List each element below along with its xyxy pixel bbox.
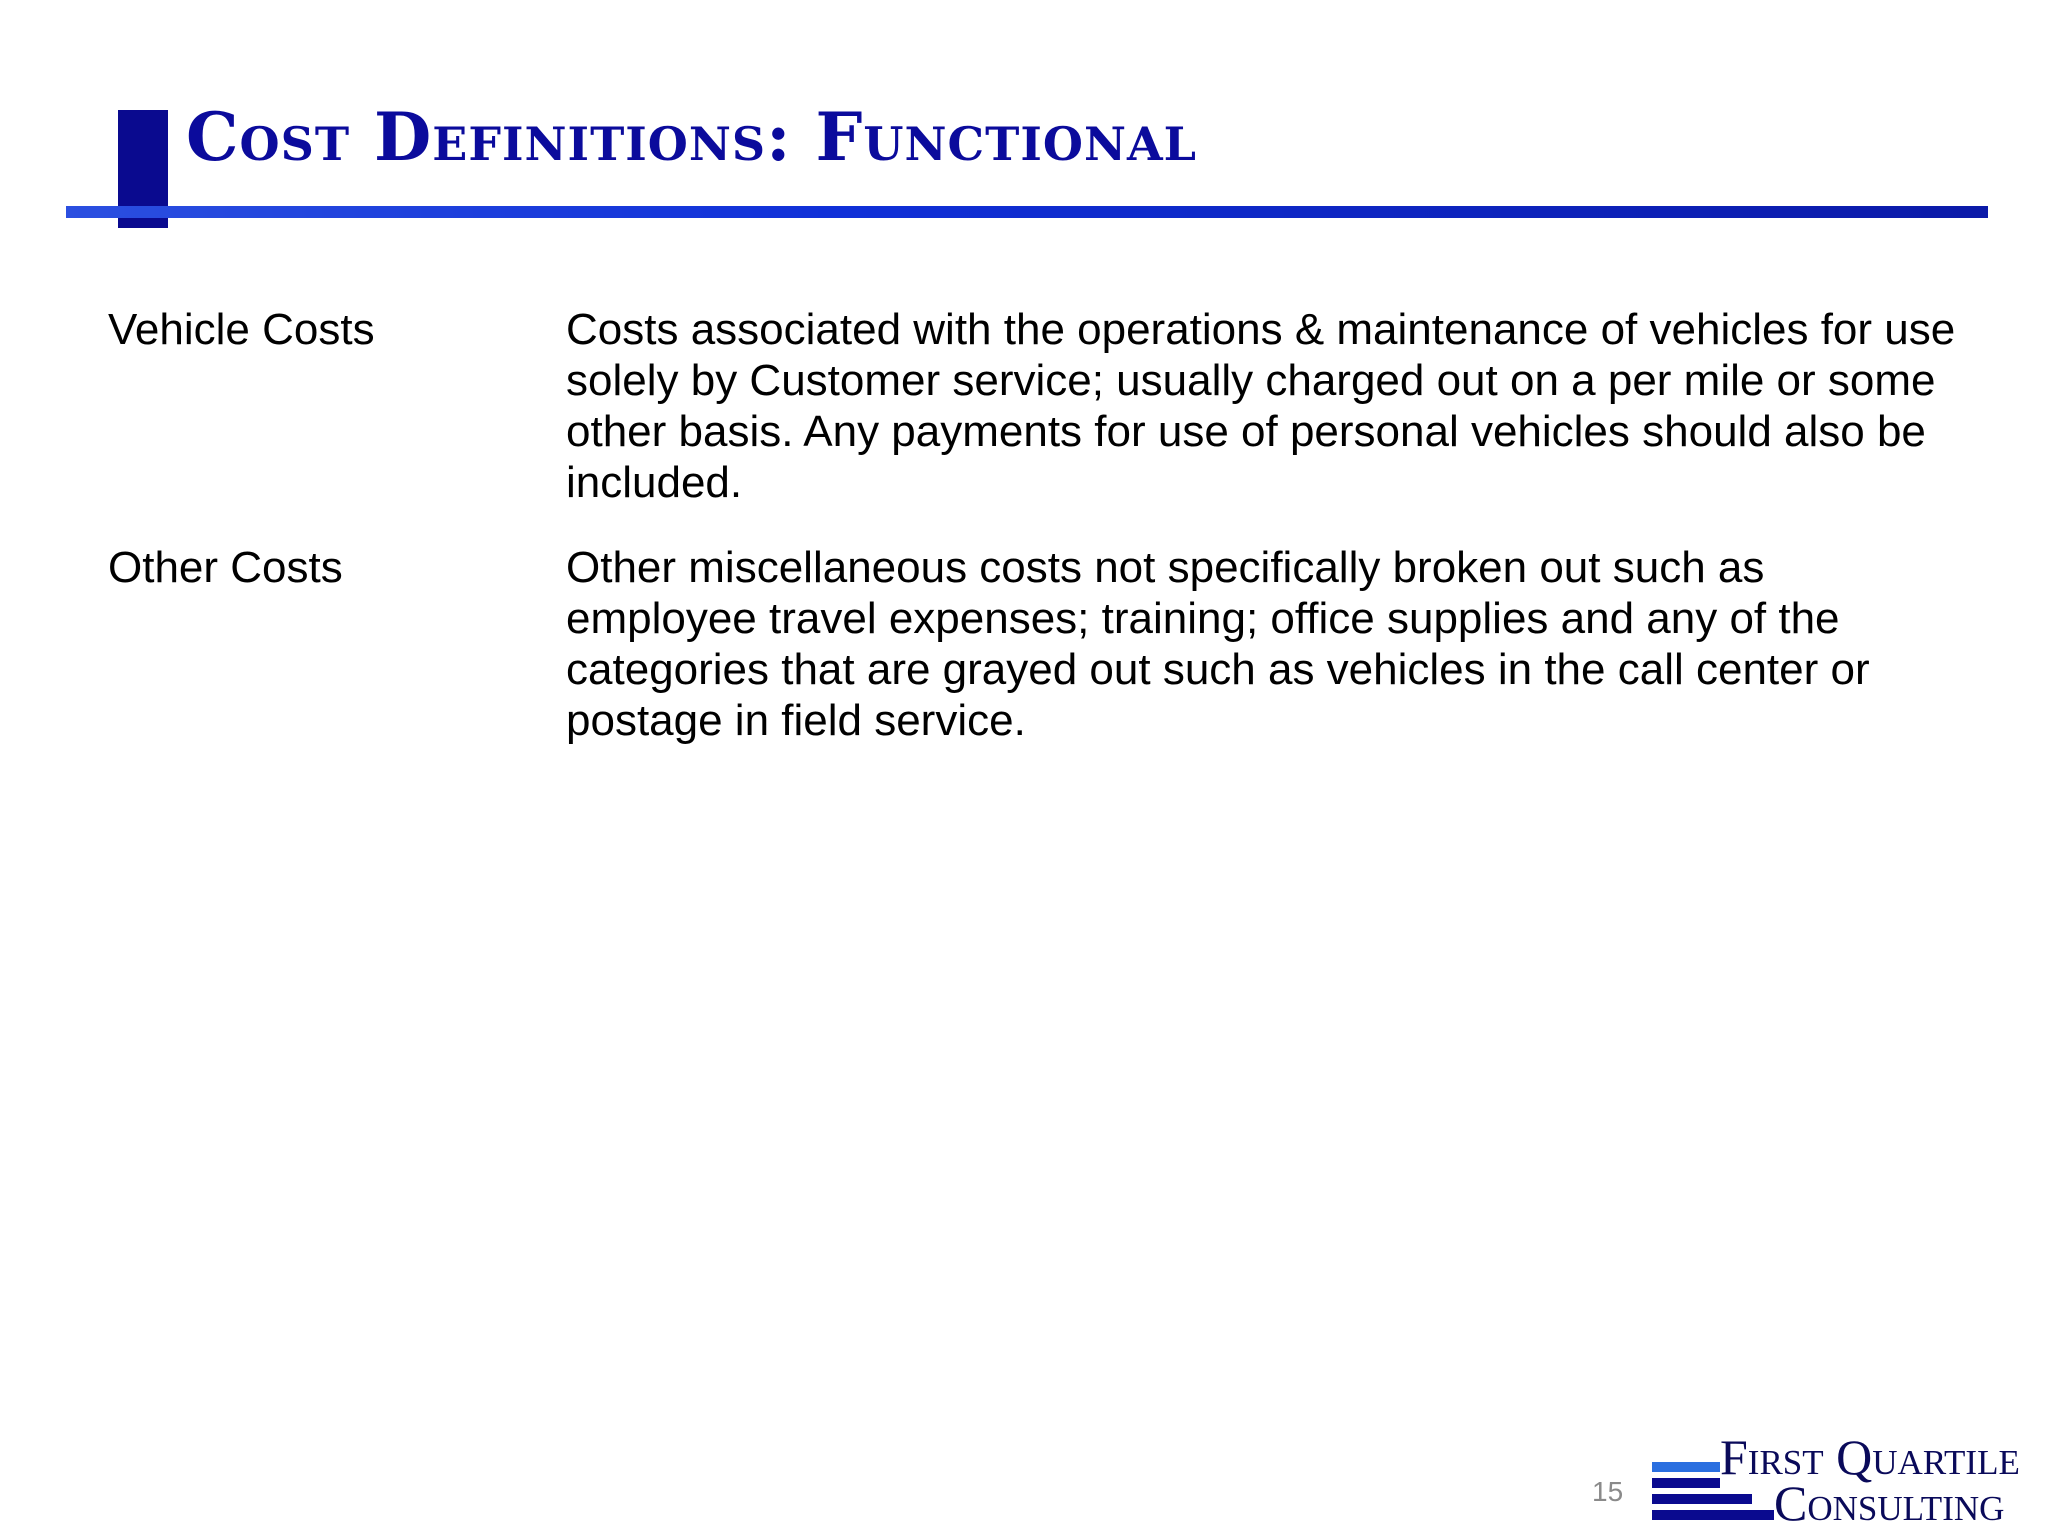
definition-row xyxy=(108,542,1968,746)
page-title: Cost Definitions: Functional xyxy=(186,98,1198,176)
definitions-list xyxy=(108,304,1968,780)
definition-row xyxy=(108,304,1968,508)
logo-bar-icon xyxy=(1652,1510,1774,1520)
header-rule xyxy=(66,206,1988,218)
logo-text-line2: Consulting xyxy=(1774,1475,2005,1531)
company-logo xyxy=(1648,1429,2048,1532)
logo-bar-icon xyxy=(1652,1462,1720,1472)
definition-text: Other miscellaneous costs not specifically broken out such as employee travel expenses; training; office supplies and any of the categories that are grayed out such as vehicles in the call center or postage in field service. xyxy=(566,543,1870,745)
logo-text-line1: First Quartile xyxy=(1720,1429,2020,1485)
logo-bar-icon xyxy=(1652,1494,1752,1504)
logo-bar-icon xyxy=(1652,1478,1720,1488)
definition-text: Costs associated with the operations & maintenance of vehicles for use solely by Customer service; usually charged out on a per mile or some other basis. Any payments for use of personal vehicles should also be included. xyxy=(566,305,1956,507)
page-number: 15 xyxy=(1592,1476,1624,1507)
definition-term: Other Costs xyxy=(108,543,343,592)
definition-term: Vehicle Costs xyxy=(108,305,375,354)
